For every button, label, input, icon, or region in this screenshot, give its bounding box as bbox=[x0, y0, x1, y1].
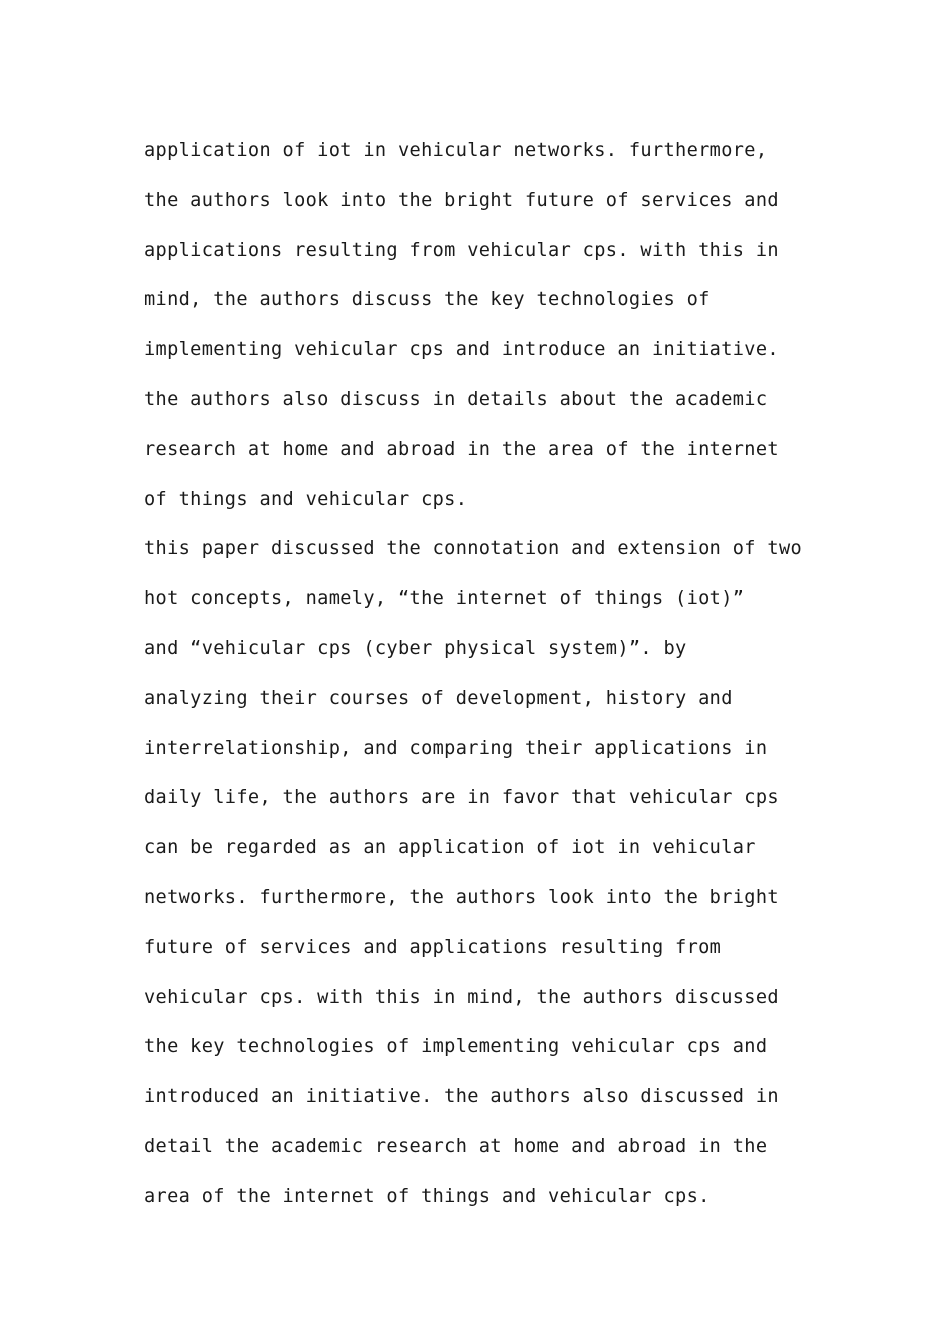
text-line: future of services and applications resulting from bbox=[144, 936, 722, 958]
text-line: applications resulting from vehicular cps. with this in bbox=[144, 239, 779, 261]
text-line: interrelationship, and comparing their applications in bbox=[144, 737, 768, 759]
document-body bbox=[144, 126, 804, 1222]
text-line: application of iot in vehicular networks. furthermore, bbox=[144, 140, 768, 161]
text-line: of things and vehicular cps. bbox=[144, 488, 468, 510]
text-line: area of the internet of things and vehicular cps. bbox=[144, 1185, 710, 1207]
text-line: analyzing their courses of development, history and bbox=[144, 687, 733, 709]
text-line: implementing vehicular cps and introduce an initiative. bbox=[144, 339, 779, 361]
text-line: vehicular cps. with this in mind, the authors discussed bbox=[144, 986, 779, 1008]
text-line: can be regarded as an application of iot in vehicular bbox=[144, 837, 756, 859]
text-line: daily life, the authors are in favor that vehicular cps bbox=[144, 787, 779, 809]
text-line: the key technologies of implementing vehicular cps and bbox=[144, 1036, 768, 1058]
paragraph-abstract bbox=[144, 524, 804, 1221]
text-line: this paper discussed the connotation and extension of two bbox=[144, 538, 803, 560]
text-line: introduced an initiative. the authors also discussed in bbox=[144, 1086, 779, 1108]
text-line: the authors look into the bright future of services and bbox=[144, 189, 779, 211]
text-line: and “vehicular cps (cyber physical system)”. by bbox=[144, 637, 687, 659]
text-line: hot concepts, namely, “the internet of things (iot)” bbox=[144, 588, 745, 610]
paragraph-continuation bbox=[144, 126, 804, 524]
text-line: networks. furthermore, the authors look into the bright bbox=[144, 886, 779, 908]
text-line: detail the academic research at home and abroad in the bbox=[144, 1135, 768, 1157]
text-line: mind, the authors discuss the key technologies of bbox=[144, 289, 710, 311]
text-line: research at home and abroad in the area of the internet bbox=[144, 438, 779, 460]
text-line: the authors also discuss in details about the academic bbox=[144, 388, 768, 410]
